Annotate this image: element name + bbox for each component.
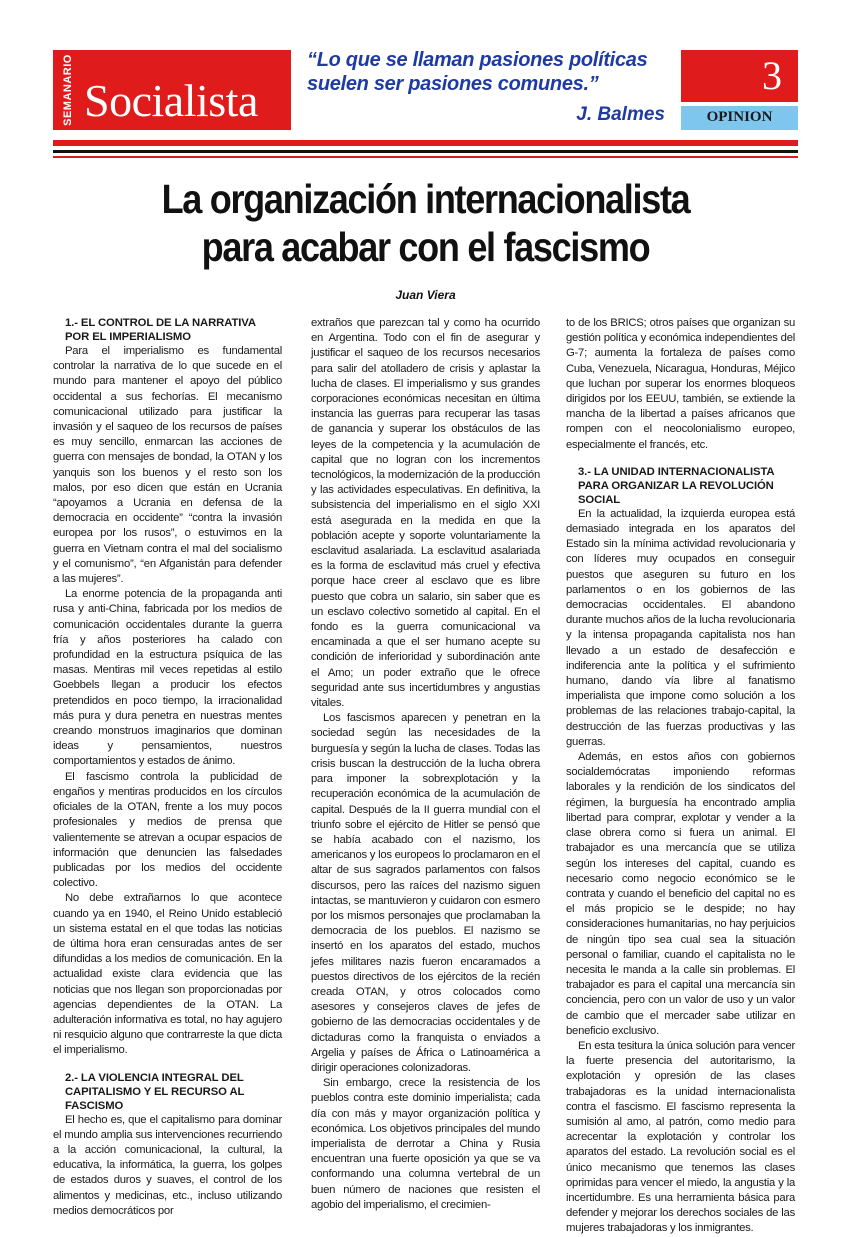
article-headline <box>98 175 754 271</box>
masthead-quote: “Lo que se llaman pasiones políticas suelen ser pasiones comunes.” <box>307 49 648 95</box>
masthead-semanario <box>48 54 88 126</box>
article-column-3 <box>566 316 795 1237</box>
paragraph: El hecho es, que el capitalismo para dominar el mundo amplia sus intervenciones recurriendo a la acción comunicacional, la cultural, la educativa, la informática, la guerra, los golpes de estados duros y suaves, el control de los alimentos y medicinas, etc., incluso utilizando medios democráticos por <box>53 1113 282 1217</box>
paragraph-continued: extraños que parezcan tal y como ha ocurrido en Argentina. Todo con el fin de asegurar y justificar el saqueo de los recursos necesarios para salir del atolladero de crisis y aplastar la lucha de clases. El imperialismo y sus grandes corporaciones económicas necesitan en última instancia las guerras para recuperar las tasas de ganancia y superar los obstáculos de las leyes de la competencia y la acumulación de capital que no logran con los incrementos tecnológicos, la modernización de la producción y las actividades especulativas. En definitiva, la subsistencia del imperialismo en el siglo XXI está asegurada en la medida en que la población acepte y soporte voluntariamente la esclavitud asalariada. La esclavitud asalariada es la forma de esclavitud más cruel y efectiva porque hace creer al esclavo que es libre puesto que cobra un salario, sin saber que es un esclavo colectivo sometido al capital. En el fondo es la guerra comunicacional va encaminada a que el ser humano acepte su condición de inferioridad y subordinación ante el Amo; un poder extraño que le ofrece seguridad ante sus incertidumbres y angustias vitales. <box>311 317 540 710</box>
byline: Juan Viera <box>395 288 456 302</box>
paragraph: En la actualidad, la izquierda europea está demasiado integrada en los aparatos del Estado sin la mínima actividad revolucionaria y con líderes muy ocupados en conseguir puestos que aseguren su futuro en los parlamentos o en los gobiernos de las democracias occidentales. El abandono durante muchos años de la lucha revolucionaria y la intensa propaganda capitalista nos han llevado a un estado de desafección e indiferencia ante la política y el sufrimiento humano, dando vía libre al fanatismo imperialista que impone como solución a los problemas de las relaciones trabajo-capital, la destrucción de las fuerzas productivas y las guerras. <box>566 507 795 748</box>
paragraph: La enorme potencia de la propaganda anti rusa y anti-China, fabricada por los medios de comunicación occidentales durante la guerra fría y años posteriores ha calado con profundidad en la estructura psíquica de las masas. Mentiras mil veces repetidas al estilo Goebbels llegan a producir los efectos pretendidos en poco tiempo, la irracionalidad más pura y dura penetra en nuestras mentes creando monstruos imaginarios que dominan ideas y pensamientos, nuestros comportamientos y estados de ánimo. <box>53 588 282 768</box>
article-column-2 <box>311 316 540 1213</box>
headline-line-1: La organización internacionalista <box>161 176 690 222</box>
paragraph-continued: to de los BRICS; otros países que organizan su gestión política y económica independientes del G-7; aumenta la fortaleza de países como Cuba, Venezuela, Nicaragua, Honduras, Méjico que luchan por superar los enormes bloqueos dirigidos por los EEUU, también, se extiende la mancha de la libertad a países africanos que rompen con el neocolonialismo europeo, especialmente el francés, etc. <box>566 317 795 451</box>
section-heading-1: 1.- EL CONTROL DE LA NARRATIVA POR EL IMPERIALISMO <box>65 317 256 343</box>
paragraph: No debe extrañarnos lo que acontece cuando ya en 1940, el Reino Unido estableció un sistema estatal en el que todas las noticias de última hora eran censuradas antes de ser difundidas a los medios de comunicación. En la actualidad existe clara evidencia que las noticias que nos llegan son proporcionadas por agencias dependientes de la OTAN. La adulteración informativa es total, no hay agujero ni resquicio alguno que contrarreste la que dicta el imperialismo. <box>53 892 282 1057</box>
quote-author: J. Balmes <box>576 104 665 125</box>
article-column-1 <box>53 316 282 1219</box>
headline-line-2: para acabar con el fascismo <box>201 224 650 270</box>
section-heading-3: 3.- LA UNIDAD INTERNACIONALISTA PARA ORGANIZAR LA REVOLUCIÓN SOCIAL <box>578 465 775 506</box>
paragraph: El fascismo controla la publicidad de engaños y mentiras producidos en los círculos oficiales de la OTAN, frente a los muy pocos profesionales y medios de prensa que valientemente se atrevan a ocupar espacios de información que denuncien las falsedades publicadas por los medios del occidente colectivo. <box>53 770 282 890</box>
header-rule-red-thin <box>53 156 798 158</box>
header-rule-black <box>53 150 798 153</box>
masthead-semanario-text: SEMANARIO <box>62 54 75 126</box>
section-heading-2: 2.- LA VIOLENCIA INTEGRAL DEL CAPITALISMO Y EL RECURSO AL FASCISMO <box>65 1071 245 1112</box>
page-number: 3 <box>762 53 782 98</box>
paragraph: Los fascismos aparecen y penetran en la sociedad según las necesidades de la burguesía y según la lucha de clases. Todas las crisis buscan la destrucción de la lucha obrera para imponer la sobrexplotación y la recuperación económica de la acumulación de capital. Después de la II guerra mundial con el triunfo sobre el ejército de Hitler se pensó que se había acabado con el nazismo, los americanos y los europeos lo proclamaron en el altar de sus sagrados parlamentos con falsos discursos, pero las raíces del nazismo siguen intactas, se mantuvieron y cuidaron con esmero por los mismos personajes que proclamaban la democracia de los pueblos. El nazismo se insertó en los aparatos del estado, muchos jefes militares nazis fueron encaramados a puestos directivos de los ejércitos de la recién creada OTAN, y otros colocados como asesores y consejeros claves de jefes de gobierno de las democracias occidentales y de dictaduras como la franquista o enviados a Argelia y países de África o Latinoamérica a dirigir operaciones colonizadoras. <box>311 712 541 1074</box>
paragraph: Sin embargo, crece la resistencia de los pueblos contra este dominio imperialista; cada día con más y mayor organización política y económica. Los objetivos principales del mundo imperialista de derrotar a China y Rusia encuentran una fuerte oposición ya que se va conformando una columna vertebral de un buen número de naciones que resisten el agobio del imperialismo, el crecimien- <box>311 1077 540 1211</box>
header-rule-red <box>53 140 798 146</box>
masthead-title: Socialista <box>84 75 258 126</box>
paragraph: Además, en estos años con gobiernos socialdemócratas imponiendo reformas laborales y la rendición de los sindicatos del régimen, la burguesía ha encontrado amplia libertad para comprar, explotar y vender a la clase obrera como si fuera un animal. El trabajador es una mercancía que se utiliza según los intereses del capital, cuando es necesario como negocio económico se le contrata y cuando el beneficio del capital no es el más propicio se le despide; no hay consideraciones humanitarias, no hay perjuicios de ningún tipo sea cual sea la situación personal o familiar, cuando el capitalista no le necesita le manda a la calle sin problemas. El trabajador es para el capital una mercancía sin conciencia, pero con un valor de uso y un valor de cambio que el mercader sabe utilizar en beneficio exclusivo. <box>566 751 795 1037</box>
paragraph: En esta tesitura la única solución para vencer la fuerte presencia del autoritarismo, la explotación y opresión de las clases trabajadoras es la unidad internacionalista contra el fascismo. El fascismo representa la sumisión al amo, al patrón, como medio para acrecentar la explotación y controlar los aparatos del estado. La revolución social es el único mecanismo que tenemos las clases oprimidas para vencer el miedo, la angustia y la incertidumbre. Es una herramienta básica para defender y mejorar los derechos sociales de las mujeres trabajadoras y los inmigrantes. <box>566 1039 795 1235</box>
section-label: OPINION <box>706 109 773 125</box>
paragraph: Para el imperialismo es fundamental controlar la narrativa de lo que sucede en el mundo para mantener el apoyo del público occidental a sus fechorías. El mecanismo comunicacional utilizado para justificar la invasión y el saqueo de los recursos de países es muy sencillo, enmarcan las acciones de guerra con mensajes de bondad, la OTAN y los yanquis son los buenos y el resto son los malos, por eso dicen que están en Ucrania “apoyamos a Ucrania en defensa de la democracia en occidente” “contra la invasión europea por los rusos”, o estuvimos en la guerra en Vietnam contra el mal del socialismo y el comunismo”, “en Afganistán para defender a las mujeres”. <box>53 345 282 586</box>
